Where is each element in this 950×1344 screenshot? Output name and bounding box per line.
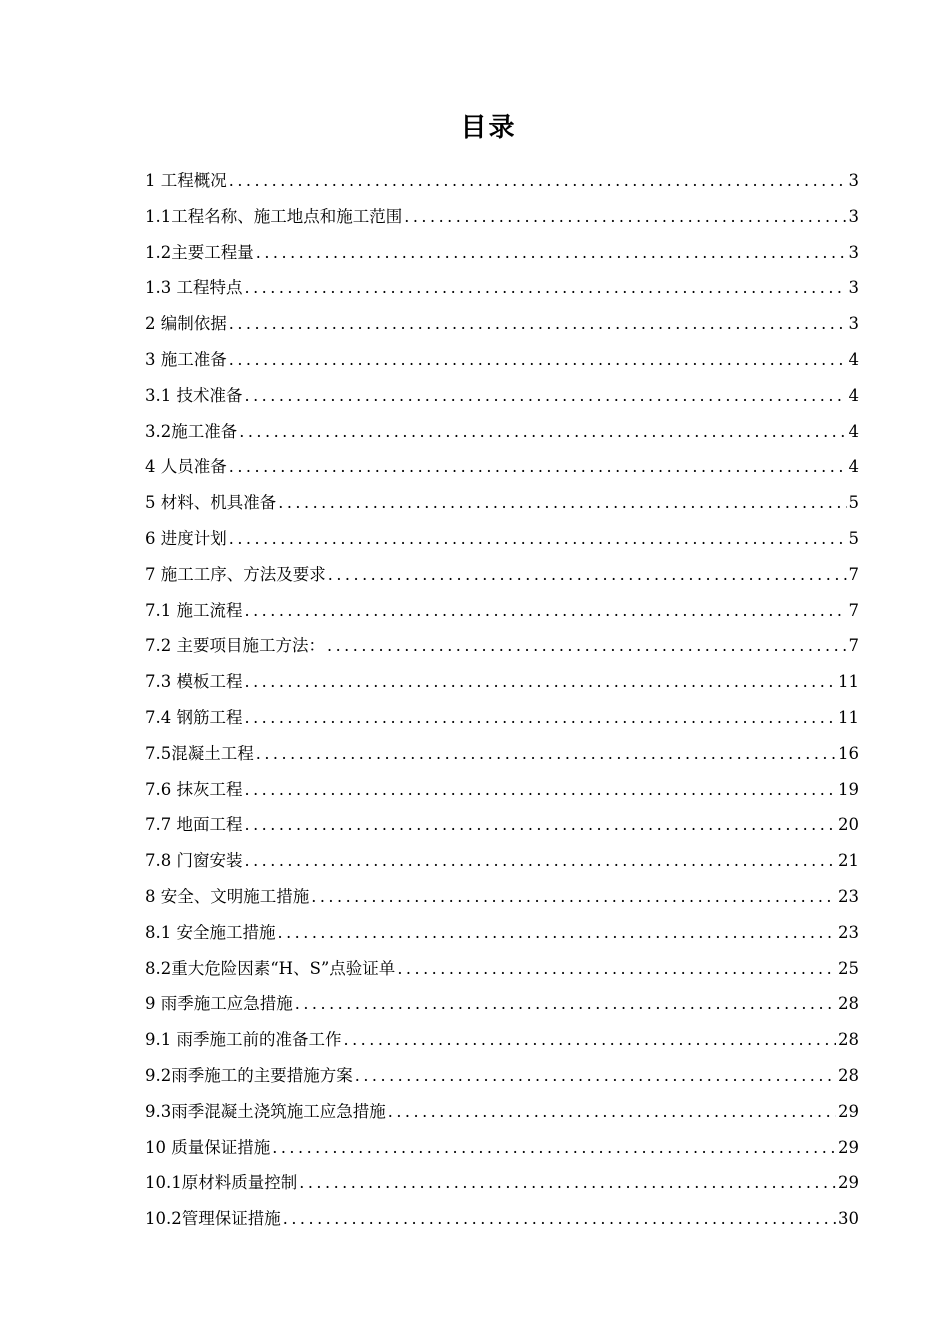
toc-entry[interactable]	[145, 414, 859, 450]
toc-entry-label: 7.8 门窗安装	[145, 851, 243, 871]
toc-page-number: 23	[838, 922, 859, 942]
toc-entry-label: 9 雨季施工应急措施	[145, 994, 293, 1014]
toc-entry[interactable]	[145, 843, 859, 879]
toc-leader-dots	[256, 235, 847, 271]
toc-leader-dots	[295, 986, 836, 1022]
toc-entry[interactable]	[145, 951, 859, 987]
toc-entry-label: 7 施工工序、方法及要求	[145, 564, 326, 584]
toc-leader-dots	[278, 915, 837, 951]
toc-leader-dots	[397, 951, 836, 987]
toc-entry-label: 9.2雨季施工的主要措施方案	[145, 1065, 353, 1085]
toc-page-number: 21	[838, 851, 859, 871]
toc-entry[interactable]	[145, 485, 859, 521]
toc-page-number: 4	[848, 385, 859, 405]
toc-entry-label: 4 人员准备	[145, 457, 227, 477]
toc-entry-label: 7.2 主要项目施工方法：	[145, 636, 325, 656]
toc-entry-label: 10 质量保证措施	[145, 1137, 271, 1157]
toc-entry-label: 7.1 施工流程	[145, 600, 243, 620]
toc-page-number: 29	[838, 1173, 859, 1193]
toc-leader-dots	[239, 414, 846, 450]
toc-page-number: 7	[848, 564, 859, 584]
toc-entry[interactable]	[145, 772, 859, 808]
toc-page-number: 28	[838, 1030, 859, 1050]
toc-entry[interactable]	[145, 1130, 859, 1166]
toc-leader-dots	[245, 807, 837, 843]
toc-entry[interactable]	[145, 700, 859, 736]
toc-leader-dots	[311, 879, 836, 915]
toc-leader-dots	[388, 1094, 836, 1130]
toc-leader-dots	[229, 163, 847, 199]
toc-leader-dots	[245, 700, 837, 736]
toc-page-number: 25	[838, 958, 859, 978]
toc-page-number: 3	[848, 171, 859, 190]
toc-entry-label: 3.1 技术准备	[145, 385, 243, 405]
toc-entry-label: 3.2施工准备	[145, 421, 238, 441]
toc-entry[interactable]	[145, 1058, 859, 1094]
toc-page-number: 4	[848, 457, 859, 477]
toc-leader-dots	[404, 199, 846, 235]
toc-entry[interactable]	[145, 235, 859, 271]
toc-page-number: 29	[838, 1137, 859, 1157]
toc-entry[interactable]	[145, 628, 859, 664]
toc-page-number: 16	[838, 743, 859, 763]
toc-entry[interactable]	[145, 1201, 859, 1237]
toc-leader-dots	[245, 843, 837, 879]
toc-entry[interactable]	[145, 521, 859, 557]
toc-entry-label: 7.7 地面工程	[145, 815, 243, 835]
toc-leader-dots	[245, 378, 847, 414]
toc-entry[interactable]	[145, 807, 859, 843]
toc-title: 目录	[460, 113, 517, 143]
toc-entry-label: 5 材料、机具准备	[145, 493, 277, 513]
toc-entry-label: 6 进度计划	[145, 528, 227, 548]
toc-entry-label: 10.2管理保证措施	[145, 1209, 281, 1229]
toc-entry-label: 1.2主要工程量	[145, 242, 254, 262]
toc-entry-label: 3 施工准备	[145, 349, 227, 369]
toc-entry-label: 7.3 模板工程	[145, 672, 243, 692]
toc-leader-dots	[229, 521, 847, 557]
toc-entry-label: 8 安全、文明施工措施	[145, 886, 310, 906]
toc-page-number: 20	[838, 815, 859, 835]
toc-entry[interactable]	[145, 879, 859, 915]
toc-entry[interactable]	[145, 736, 859, 772]
toc-leader-dots	[229, 342, 847, 378]
toc-entry[interactable]	[145, 915, 859, 951]
toc-entry-label: 9.3雨季混凝土浇筑施工应急措施	[145, 1101, 386, 1121]
toc-entry[interactable]	[145, 1094, 859, 1130]
toc-entry[interactable]	[145, 270, 859, 306]
toc-entry-label: 10.1原材料质量控制	[145, 1173, 298, 1193]
toc-leader-dots	[327, 628, 847, 664]
toc-leader-dots	[299, 1165, 836, 1201]
toc-page-number: 29	[838, 1101, 859, 1121]
toc-page-number: 7	[848, 636, 859, 656]
toc-page-number: 11	[838, 672, 859, 692]
toc-page-number: 11	[838, 707, 859, 727]
toc-entry-label: 8.1 安全施工措施	[145, 922, 276, 942]
toc-entry[interactable]	[145, 557, 859, 593]
toc-leader-dots	[283, 1201, 836, 1237]
toc-entry[interactable]	[145, 1165, 859, 1201]
toc-leader-dots	[256, 736, 836, 772]
toc-leader-dots	[229, 306, 847, 342]
toc-list	[145, 163, 859, 1237]
toc-page-number: 3	[848, 314, 859, 334]
toc-entry[interactable]	[145, 449, 859, 485]
toc-page-number: 5	[848, 493, 859, 513]
toc-page-number: 3	[848, 278, 859, 298]
toc-entry-label: 9.1 雨季施工前的准备工作	[145, 1030, 342, 1050]
toc-entry-label: 8.2重大危险因素“H、S”点验证单	[145, 958, 396, 978]
toc-page-number: 5	[848, 528, 859, 548]
toc-leader-dots	[245, 772, 837, 808]
toc-page-number: 4	[848, 421, 859, 441]
toc-entry[interactable]	[145, 306, 859, 342]
toc-page-number: 3	[848, 242, 859, 262]
toc-page-number: 3	[848, 206, 859, 226]
toc-entry[interactable]	[145, 1022, 859, 1058]
toc-leader-dots	[245, 664, 837, 700]
toc-entry[interactable]	[145, 593, 859, 629]
toc-leader-dots	[344, 1022, 837, 1058]
toc-leader-dots	[355, 1058, 836, 1094]
toc-entry[interactable]	[145, 986, 859, 1022]
toc-leader-dots	[328, 557, 847, 593]
toc-page-number: 19	[838, 779, 859, 799]
toc-entry-label: 7.5混凝土工程	[145, 743, 254, 763]
toc-leader-dots	[245, 270, 847, 306]
toc-leader-dots	[229, 449, 847, 485]
toc-page-number: 7	[848, 600, 859, 620]
toc-entry[interactable]	[145, 664, 859, 700]
toc-page-number: 28	[838, 1065, 859, 1085]
toc-leader-dots	[245, 593, 847, 629]
toc-leader-dots	[272, 1130, 836, 1166]
toc-entry[interactable]	[145, 199, 859, 235]
toc-entry[interactable]	[145, 378, 859, 414]
toc-page-number: 23	[838, 886, 859, 906]
toc-entry-label: 1.3 工程特点	[145, 278, 243, 298]
toc-entry-label: 1.1工程名称、施工地点和施工范围	[145, 206, 403, 226]
toc-entry-label: 1 工程概况	[145, 171, 227, 190]
toc-page-number: 4	[848, 349, 859, 369]
toc-entry-label: 7.4 钢筋工程	[145, 707, 243, 727]
toc-entry[interactable]	[145, 163, 859, 199]
toc-entry-label: 2 编制依据	[145, 314, 227, 334]
toc-leader-dots	[278, 485, 846, 521]
toc-entry[interactable]	[145, 342, 859, 378]
toc-entry-label: 7.6 抹灰工程	[145, 779, 243, 799]
toc-page-number: 30	[838, 1209, 859, 1229]
toc-page-number: 28	[838, 994, 859, 1014]
